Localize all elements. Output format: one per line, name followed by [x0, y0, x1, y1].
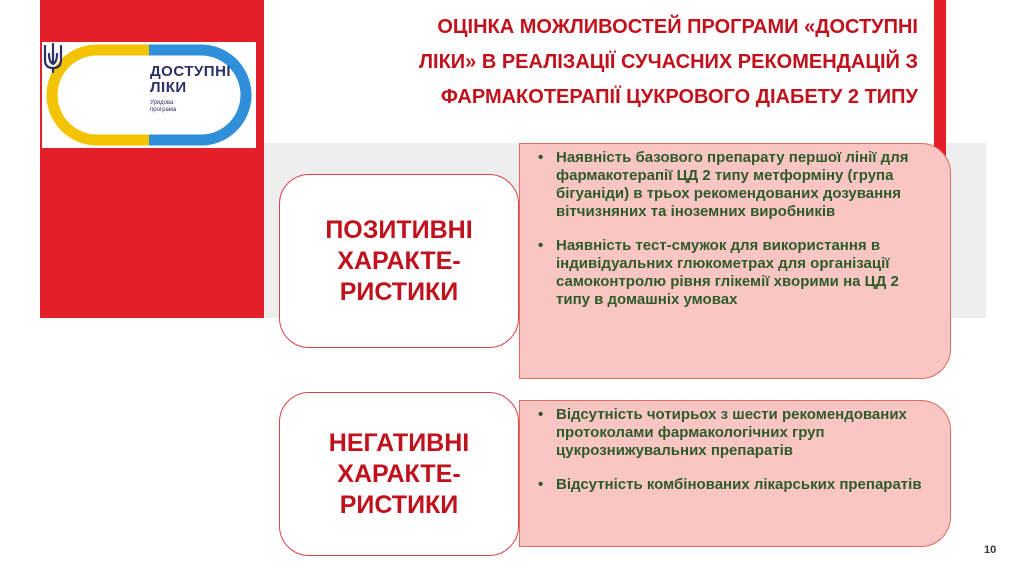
negative-bullet-1: • Відсутність чотирьох з шести рекомендованих протоколами фармакологічних груп цукрознижувальних препаратів — [534, 406, 932, 460]
negative-label-box — [279, 392, 519, 556]
page-number: 10 — [984, 544, 997, 556]
positive-label-line-3: РИСТИКИ — [339, 277, 459, 306]
title-line-3: ФАРМАКОТЕРАПІЇ ЦУКРОВОГО ДІАБЕТУ 2 ТИПУ — [440, 86, 918, 108]
positive-bullet-2: • Наявність тест-смужок для використання в індивідуальних глюкометрах для організації самоконтролю рівня глікемії хворими на ЦД 2 типу в домашніх умовах — [534, 237, 932, 309]
logo-line-3: Урядова — [150, 100, 174, 106]
logo-line-1: ДОСТУПНІ — [150, 63, 232, 80]
positive-label-line-1: ПОЗИТИВНІ — [325, 215, 473, 244]
positive-label-box — [279, 174, 519, 348]
negative-label-line-2: ХАРАКТЕ- — [337, 459, 461, 488]
red-accent-bar — [934, 0, 946, 168]
negative-label-line-3: РИСТИКИ — [339, 490, 459, 519]
slide-title — [300, 10, 918, 115]
positive-label-line-2: ХАРАКТЕ- — [337, 246, 461, 275]
program-logo — [42, 42, 256, 148]
title-line-1: ОЦІНКА МОЖЛИВОСТЕЙ ПРОГРАМИ «ДОСТУПНІ — [437, 16, 918, 38]
title-line-2: ЛІКИ» В РЕАЛІЗАЦІЇ СУЧАСНИХ РЕКОМЕНДАЦІЙ З — [418, 51, 918, 73]
positive-bullets-box — [519, 143, 951, 379]
negative-bullets-box — [519, 400, 951, 547]
positive-bullet-1: • Наявність базового препарату першої лінії для фармакотерапії ЦД 2 типу метформіну (група бігуаніди) в трьох рекомендованих дозування вітчизняних та іноземних виробників — [534, 149, 932, 221]
negative-label-line-1: НЕГАТИВНІ — [328, 428, 470, 457]
negative-bullet-2: • Відсутність комбінованих лікарських препаратів — [534, 476, 932, 494]
logo-text — [150, 64, 231, 114]
trident-icon — [42, 42, 64, 74]
logo-line-4: програма — [150, 107, 177, 113]
logo-line-2: ЛІКИ — [150, 79, 187, 96]
